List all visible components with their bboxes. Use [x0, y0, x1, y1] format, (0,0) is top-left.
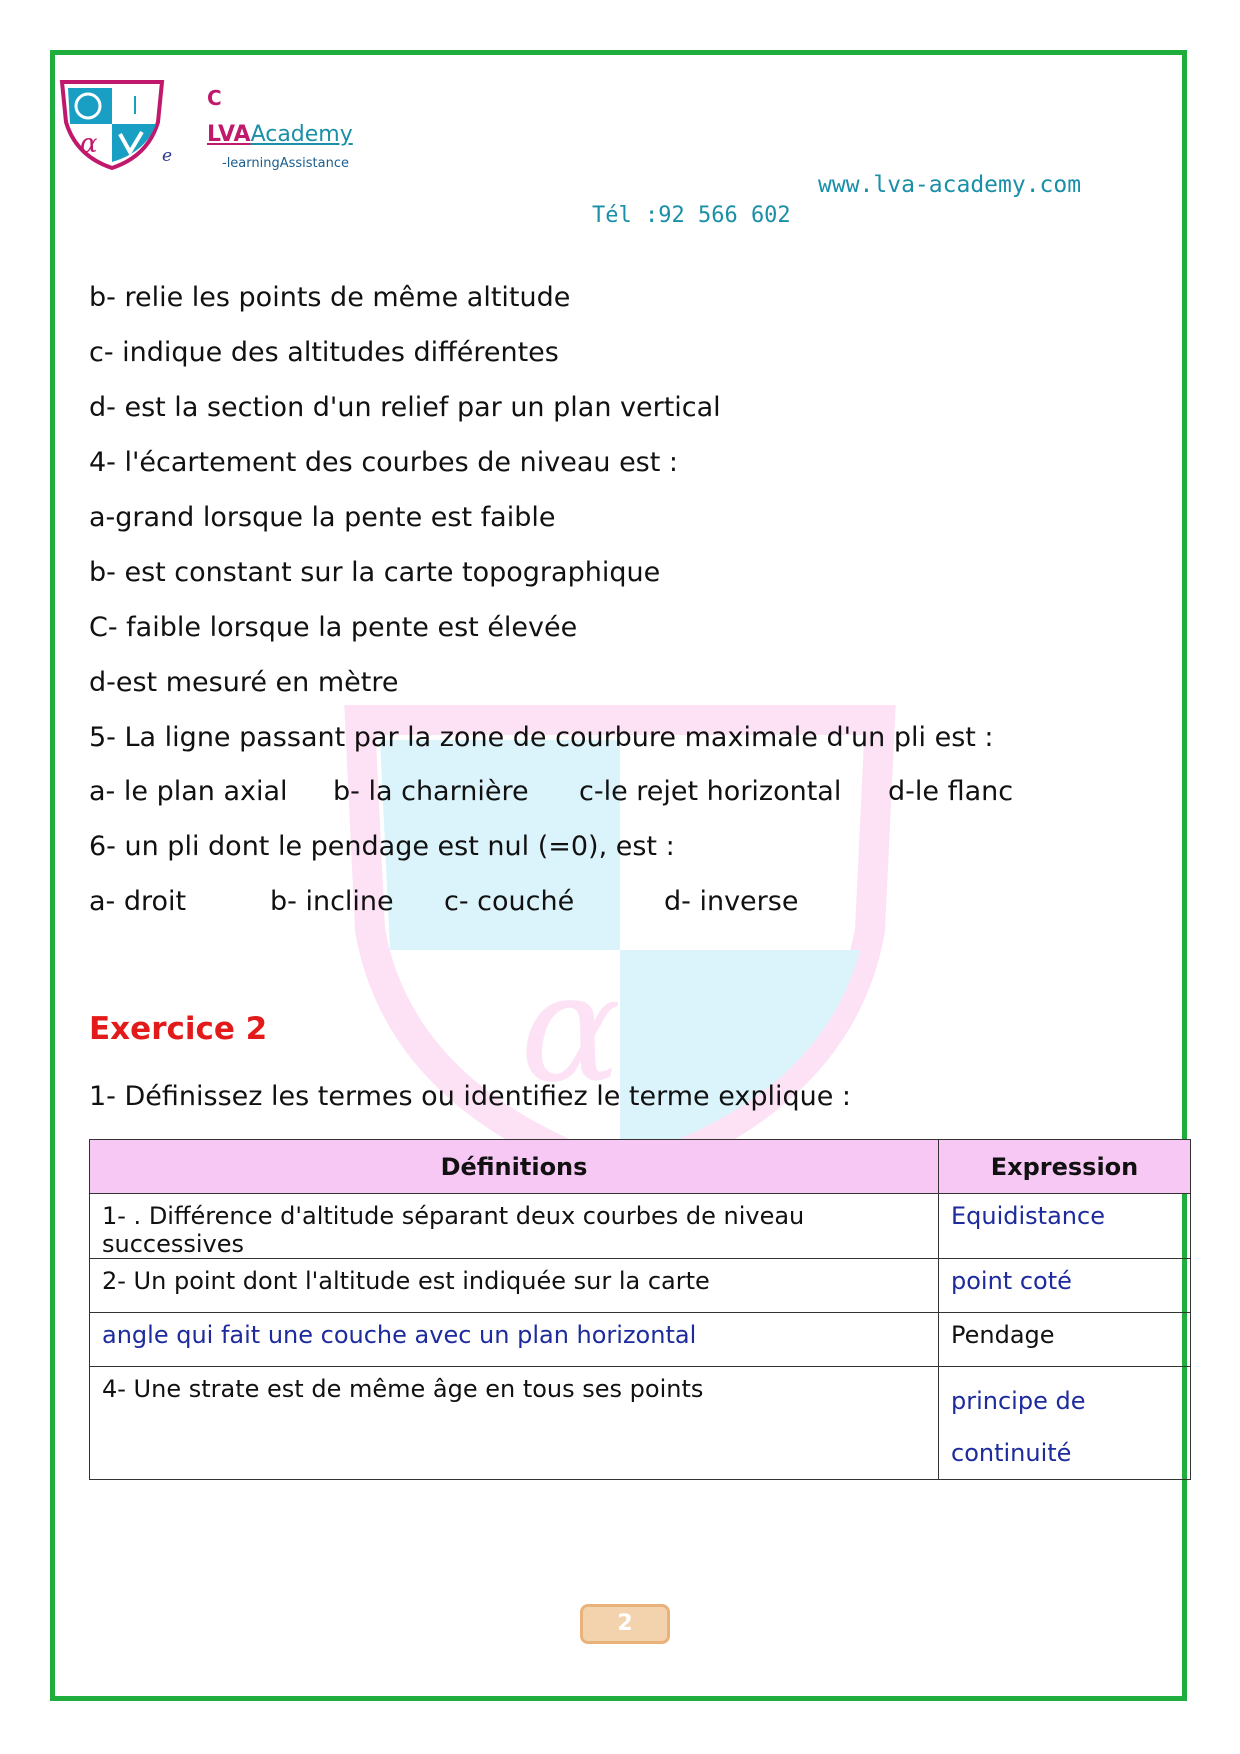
- brand-c: C: [207, 86, 222, 110]
- question-6: 6- un pli dont le pendage est nul (=0), est :: [89, 831, 675, 862]
- page-number: 2: [580, 1604, 670, 1644]
- svg-text:α: α: [80, 129, 98, 159]
- text-line: a-grand lorsque la pente est faible: [89, 502, 556, 533]
- definition-cell: 1- . Différence d'altitude séparant deux courbes de niveau successives: [90, 1194, 939, 1259]
- table-header-row: [90, 1140, 1191, 1194]
- brand-lva: LVA: [207, 122, 251, 147]
- header-expression: Expression: [939, 1140, 1191, 1194]
- question-4: 4- l'écartement des courbes de niveau est :: [89, 447, 679, 478]
- exercise-instruction: 1- Définissez les termes ou identifiez le terme explique :: [89, 1081, 852, 1112]
- lva-logo-icon: [58, 78, 166, 170]
- exercise-title: Exercice 2: [89, 1011, 268, 1047]
- definitions-table: [89, 1139, 1191, 1480]
- q6-option-d: d- inverse: [664, 886, 799, 917]
- expression-cell: [939, 1367, 1191, 1480]
- question-5: 5- La ligne passant par la zone de courbure maximale d'un pli est :: [89, 722, 994, 753]
- brand-e: e: [162, 146, 173, 166]
- expression-line-2: continuité: [951, 1439, 1072, 1467]
- q6-option-c: c- couché: [444, 886, 575, 917]
- website-link[interactable]: www.lva-academy.com: [818, 172, 1082, 198]
- text-line: C- faible lorsque la pente est élevée: [89, 612, 578, 643]
- telephone-number: Tél :92 566 602: [592, 203, 791, 228]
- text-line: b- est constant sur la carte topographique: [89, 557, 661, 588]
- expression-cell: point coté: [939, 1259, 1191, 1313]
- q6-option-b: b- incline: [270, 886, 394, 917]
- expression-cell: Pendage: [939, 1313, 1191, 1367]
- definition-cell: 4- Une strate est de même âge en tous ses points: [90, 1367, 939, 1480]
- brand-name: [207, 122, 353, 147]
- q5-option-b: b- la charnière: [333, 776, 529, 807]
- q5-option-a: a- le plan axial: [89, 776, 288, 807]
- definition-cell: angle qui fait une couche avec un plan horizontal: [90, 1313, 939, 1367]
- text-line: d-est mesuré en mètre: [89, 667, 399, 698]
- text-line: d- est la section d'un relief par un plan vertical: [89, 392, 721, 423]
- brand-tagline: -learningAssistance: [222, 156, 349, 171]
- q5-option-c: c-le rejet horizontal: [579, 776, 842, 807]
- definition-cell: 2- Un point dont l'altitude est indiquée sur la carte: [90, 1259, 939, 1313]
- text-line: b- relie les points de même altitude: [89, 282, 571, 313]
- text-line: c- indique des altitudes différentes: [89, 337, 559, 368]
- table-row: [90, 1367, 1191, 1480]
- expression-cell: Equidistance: [939, 1194, 1191, 1259]
- table-row: [90, 1194, 1191, 1259]
- header-definitions: Définitions: [90, 1140, 939, 1194]
- table-row: [90, 1259, 1191, 1313]
- svg-text:α: α: [520, 942, 622, 1116]
- brand-academy: Academy: [250, 122, 353, 147]
- q5-option-d: d-le flanc: [888, 776, 1014, 807]
- expression-line-1: principe de: [951, 1387, 1086, 1415]
- table-row: [90, 1313, 1191, 1367]
- q6-option-a: a- droit: [89, 886, 187, 917]
